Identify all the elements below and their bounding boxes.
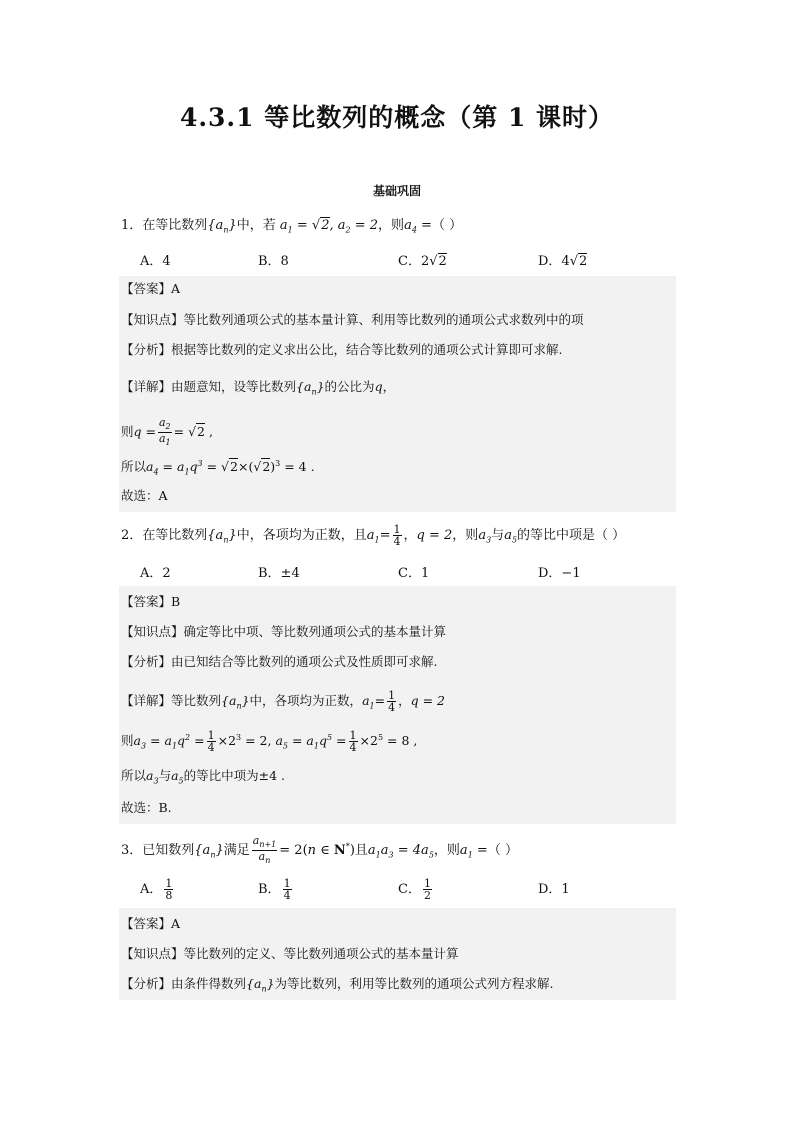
option-b: B．8 bbox=[258, 254, 289, 269]
knowledge-line: 【知识点】等比数列的定义、等比数列通项公式的基本量计算 bbox=[121, 946, 459, 961]
option-c: C．1 bbox=[398, 566, 430, 581]
section-heading: 基础巩固 bbox=[372, 184, 421, 198]
question-2-solution bbox=[119, 586, 676, 824]
option-a: A．2 bbox=[140, 566, 171, 581]
question-3-solution bbox=[119, 908, 676, 1000]
question-1-stem: 1．在等比数列$\{a_n\}$中，若 $a_1 = √2$, $a_2 = 2$，则$a_4$ =（ ） bbox=[121, 218, 463, 235]
detail-formula-2: 所以$a_4 = a_1q^3 = √2\times(√2)^3 = 4$ . bbox=[121, 459, 315, 477]
question-3-stem: 3．已知数列$\{a_n\}$满足 $\frac{a_{n+1}}{a_n}$ = 2(n ∈ N*)且$a_1a_3 = 4a_5$，则$a_1$ =（ ） bbox=[121, 834, 518, 866]
option-c: C．2√2 bbox=[398, 254, 447, 269]
detail-formula-1: 则$a_3 = a_1q^2$ = $\frac{1}{4}$ $\times 2^3 = 2$, $a_5 = a_1q^5$ = $\frac{1}{4}$ $\times 2^5 = 8$ , bbox=[121, 729, 418, 755]
question-2-stem: 2．在等比数列$\{a_n\}$中，各项均为正数，且$a_1=$ $\frac{1}{4}$ ，q = 2，则$a_3$与$a_5$的等比中项是（ ） bbox=[121, 523, 626, 548]
option-d: D．4√2 bbox=[538, 254, 588, 269]
page-title: 4.3.1 等比数列的概念（第 1 课时） bbox=[179, 103, 615, 132]
question-1-options bbox=[140, 250, 700, 268]
analysis-line: 【分析】由已知结合等比数列的通项公式及性质即可求解. bbox=[121, 654, 438, 669]
analysis-line: 【分析】根据等比数列的定义求出公比，结合等比数列的通项公式计算即可求解. bbox=[121, 342, 563, 357]
option-b: B． $\frac{1}{4}$ bbox=[258, 877, 291, 902]
option-a: A． $\frac{1}{8}$ bbox=[140, 877, 173, 902]
detail-line: 【详解】由题意知，设等比数列$\{a_n\}$的公比为q， bbox=[121, 379, 396, 397]
option-c: C． $\frac{1}{2}$ bbox=[398, 877, 431, 902]
option-d: D．−1 bbox=[538, 566, 581, 581]
analysis-line: 【分析】由条件得数列$\{a_n\}$为等比数列，利用等比数列的通项公式列方程求解. bbox=[121, 976, 554, 994]
answer-line: 【答案】B bbox=[121, 594, 181, 609]
conclusion-line: 故选：A bbox=[121, 488, 168, 503]
detail-formula-2: 所以$a_3$与$a_5$的等比中项为±4 . bbox=[121, 768, 285, 786]
knowledge-line: 【知识点】确定等比中项、等比数列通项公式的基本量计算 bbox=[121, 624, 447, 639]
knowledge-line: 【知识点】等比数列通项公式的基本量计算、利用等比数列的通项公式求数列中的项 bbox=[121, 312, 584, 327]
answer-line: 【答案】A bbox=[121, 916, 181, 931]
detail-formula-1: 则q = $\frac{a_2}{a_1}$ = √2 , bbox=[121, 416, 213, 448]
option-d: D．1 bbox=[538, 882, 570, 897]
answer-line: 【答案】A bbox=[121, 281, 181, 296]
question-2-options bbox=[140, 562, 700, 580]
option-a: A．4 bbox=[140, 254, 171, 269]
option-b: B．±4 bbox=[258, 566, 300, 581]
detail-line: 【详解】等比数列$\{a_n\}$中，各项均为正数，$a_1=$ $\frac{1}{4}$ ，q = 2 bbox=[121, 689, 445, 714]
question-1-solution bbox=[119, 276, 676, 512]
question-3-options bbox=[140, 877, 700, 902]
conclusion-line: 故选：B. bbox=[121, 800, 172, 815]
